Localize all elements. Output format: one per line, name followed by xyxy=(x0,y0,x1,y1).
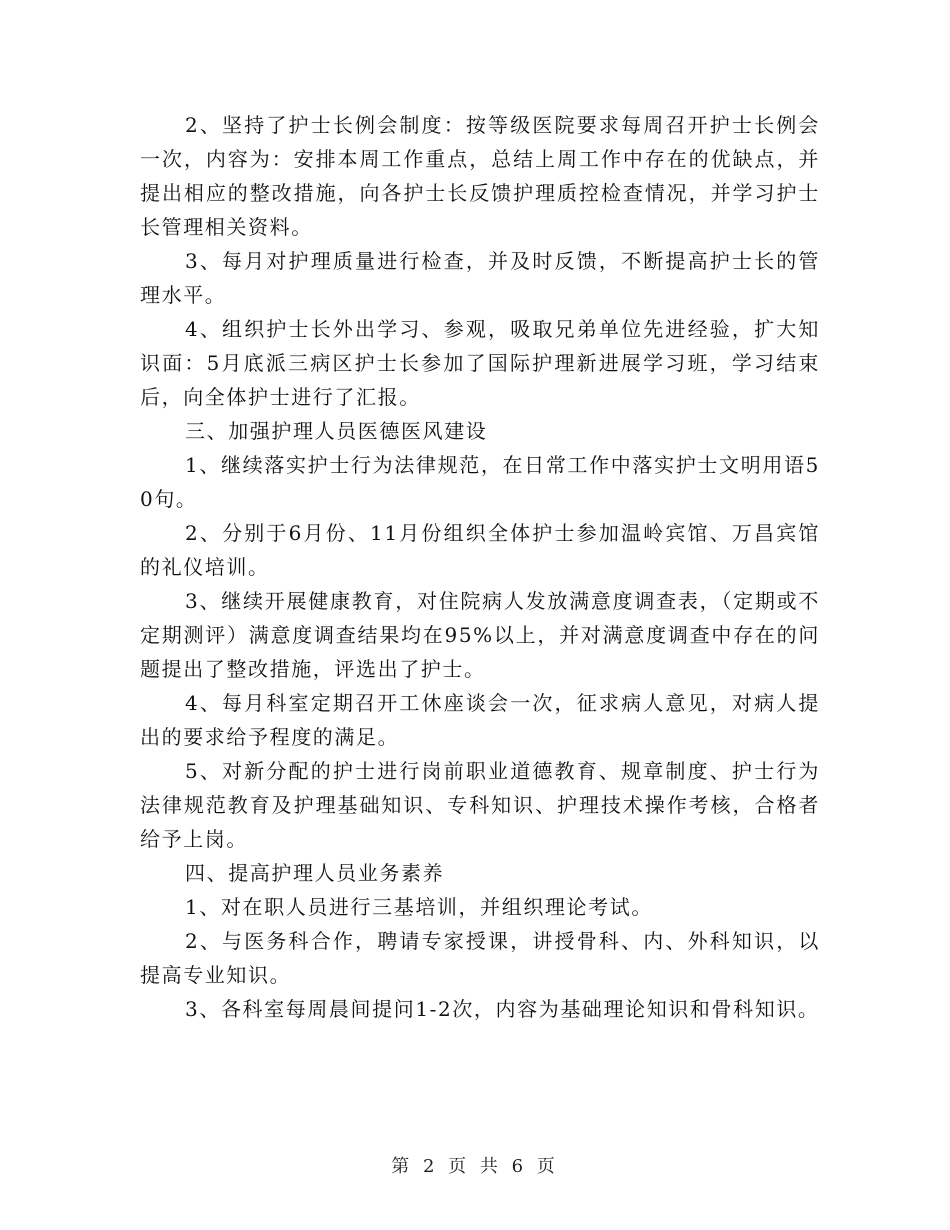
paragraph-5: 2、分别于6月份、11月份组织全体护士参加温岭宾馆、万昌宾馆的礼仪培训。 xyxy=(140,521,820,579)
paragraph-7: 4、每月科室定期召开工休座谈会一次，征求病人意见，对病人提出的要求给予程度的满足。 xyxy=(140,691,820,749)
paragraph-1: 2、坚持了护士长例会制度：按等级医院要求每周召开护士长例会一次，内容为：安排本周工作重点，总结上周工作中存在的优缺点，并提出相应的整改措施，向各护士长反馈护理质控检查情况，并学习护士长管理相关资料。 xyxy=(140,113,820,239)
paragraph-6: 3、继续开展健康教育，对住院病人发放满意度调查表，（定期或不定期测评）满意度调查结果均在95%以上，并对满意度调查中存在的问题提出了整改措施，评选出了护士。 xyxy=(140,589,820,681)
paragraph-4: 1、继续落实护士行为法律规范，在日常工作中落实护士文明用语50句。 xyxy=(140,453,820,511)
paragraph-2: 3、每月对护理质量进行检查，并及时反馈，不断提高护士长的管理水平。 xyxy=(140,249,820,307)
section-heading-4: 四、提高护理人员业务素养 xyxy=(185,861,445,885)
paragraph-9: 1、对在职人员进行三基培训，并组织理论考试。 xyxy=(185,895,653,919)
paragraph-3: 4、组织护士长外出学习、参观，吸取兄弟单位先进经验，扩大知识面：5月底派三病区护士长参加了国际护理新进展学习班，学习结束后，向全体护士进行了汇报。 xyxy=(140,317,820,409)
paragraph-8: 5、对新分配的护士进行岗前职业道德教育、规章制度、护士行为法律规范教育及护理基础知识、专科知识、护理技术操作考核，合格者给予上岗。 xyxy=(140,759,820,851)
section-heading-3: 三、加强护理人员医德医风建设 xyxy=(185,419,488,443)
paragraph-11: 3、各科室每周晨间提问1-2次，内容为基础理论知识和骨科知识。 xyxy=(185,997,820,1021)
page-number-footer: 第 2 页 共 6 页 xyxy=(391,1156,559,1177)
document-body xyxy=(140,108,820,1026)
paragraph-10: 2、与医务科合作，聘请专家授课，讲授骨科、内、外科知识，以提高专业知识。 xyxy=(140,929,820,987)
